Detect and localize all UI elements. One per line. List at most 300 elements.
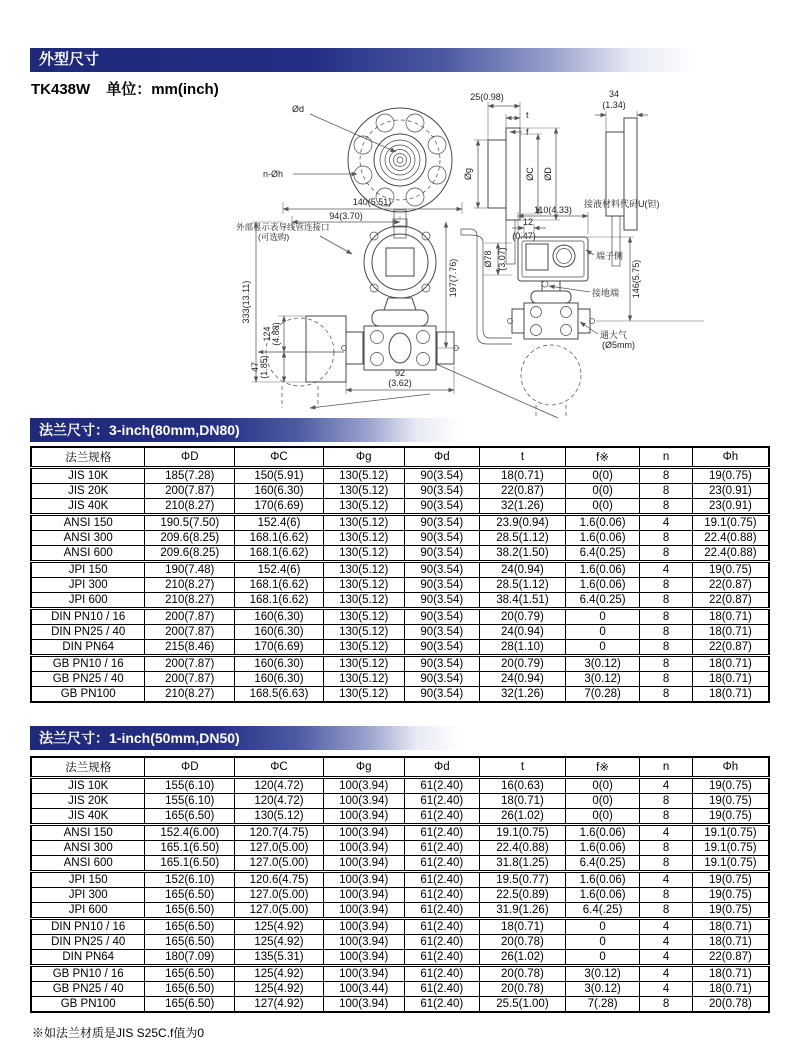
- table-cell: 0(0): [565, 794, 640, 809]
- column-header: n: [640, 757, 692, 778]
- table-cell: 100(3.94): [323, 950, 404, 966]
- table-cell: JPI 300: [31, 578, 145, 593]
- table-cell: 22.4(0.88): [480, 841, 566, 856]
- table-cell: 16(0.63): [480, 778, 566, 794]
- table-cell: 8: [640, 656, 692, 672]
- table-cell: 209.6(8.25): [145, 546, 235, 562]
- table-cell: 90(3.54): [404, 562, 480, 578]
- table-cell: 23.9(0.94): [480, 515, 566, 531]
- table-cell: 38.4(1.51): [480, 593, 566, 609]
- table-cell: 165(6.50): [145, 919, 235, 935]
- table-cell: 8: [640, 609, 692, 625]
- column-header: t: [480, 757, 566, 778]
- dim-label-140: 140(5.51): [352, 197, 392, 207]
- table-row: [31, 609, 769, 625]
- table-cell: 8: [640, 903, 692, 919]
- dim-label-197: 197(7.76): [448, 258, 458, 298]
- table-cell: JIS 20K: [31, 794, 145, 809]
- transmitter-side-view: [461, 205, 704, 418]
- flange-table-1inch: [30, 756, 770, 1013]
- dim-label-124-inch: (4.88): [271, 322, 281, 346]
- table-cell: 8: [640, 468, 692, 484]
- table-cell: 168.1(6.62): [235, 593, 324, 609]
- table-cell: 0: [565, 609, 640, 625]
- table-cell: 90(3.54): [404, 625, 480, 640]
- table-cell: 0(0): [565, 778, 640, 794]
- table-cell: 210(8.27): [145, 578, 235, 593]
- table-cell: JPI 600: [31, 903, 145, 919]
- dim-label-phi-d: Ød: [292, 104, 305, 114]
- table-cell: 19(0.75): [692, 794, 769, 809]
- table-cell: ANSI 600: [31, 856, 145, 872]
- column-header: ΦC: [235, 757, 324, 778]
- table-row: [31, 966, 769, 982]
- table-row: [31, 578, 769, 593]
- table-row: [31, 687, 769, 703]
- table-cell: 90(3.54): [404, 656, 480, 672]
- dim-label-f: f: [526, 127, 529, 137]
- column-header: Φd: [404, 757, 480, 778]
- table-cell: 18(0.71): [692, 966, 769, 982]
- conduit-port-label: 外部显示表导线管连接口: [236, 222, 330, 232]
- table-cell: 19(0.75): [692, 888, 769, 903]
- table-cell: 120(4.72): [235, 794, 324, 809]
- table-cell: 8: [640, 997, 692, 1013]
- table-cell: 61(2.40): [404, 919, 480, 935]
- table-cell: 120.6(4.75): [235, 872, 324, 888]
- table-cell: 100(3.94): [323, 856, 404, 872]
- table-cell: 19.5(0.77): [480, 872, 566, 888]
- column-header: 法兰规格: [31, 447, 145, 468]
- table-cell: 100(3.94): [323, 903, 404, 919]
- table-cell: 28.5(1.12): [480, 578, 566, 593]
- table-cell: 8: [640, 888, 692, 903]
- units-label: 单位：mm(inch): [106, 81, 219, 98]
- table-cell: 165(6.50): [145, 935, 235, 950]
- column-header: ΦD: [145, 757, 235, 778]
- table-cell: 25.5(1.00): [480, 997, 566, 1013]
- table-cell: DIN PN25 / 40: [31, 625, 145, 640]
- table-cell: 160(6.30): [235, 625, 324, 640]
- table-cell: 4: [640, 919, 692, 935]
- table-cell: 152(6.10): [145, 872, 235, 888]
- table-cell: 8: [640, 640, 692, 656]
- table-cell: 22(0.87): [692, 640, 769, 656]
- table-cell: 0: [565, 950, 640, 966]
- table-cell: 160(6.30): [235, 656, 324, 672]
- table-cell: 6.4(0.25): [565, 856, 640, 872]
- table-row: [31, 468, 769, 484]
- table-cell: 61(2.40): [404, 997, 480, 1013]
- dim-label-phi-c: ØC: [525, 167, 535, 181]
- table-cell: 0: [565, 935, 640, 950]
- table-banner-title: 法兰尺寸：3-inch(80mm,DN80): [39, 422, 240, 438]
- table-banner-3inch: [30, 418, 460, 442]
- table-cell: JIS 10K: [31, 468, 145, 484]
- table-row: [31, 997, 769, 1013]
- table-cell: 100(3.94): [323, 935, 404, 950]
- table-cell: 90(3.54): [404, 687, 480, 703]
- table-cell: 152.4(6): [235, 515, 324, 531]
- table-cell: 19.1(0.75): [692, 515, 769, 531]
- table-cell: 4: [640, 778, 692, 794]
- table-cell: 200(7.87): [145, 672, 235, 687]
- table-cell: 22(0.87): [480, 484, 566, 499]
- table-cell: 31.9(1.26): [480, 903, 566, 919]
- table-cell: 0(0): [565, 468, 640, 484]
- table-cell: 23(0.91): [692, 484, 769, 499]
- transmitter-front-view: [236, 197, 558, 418]
- dimension-drawing: [0, 88, 800, 420]
- dim-label-phi-d-cap: ØD: [543, 167, 553, 181]
- table-cell: 6.4(0.25): [565, 546, 640, 562]
- table-cell: 8: [640, 672, 692, 687]
- table-cell: 8: [640, 546, 692, 562]
- table-cell: 155(6.10): [145, 794, 235, 809]
- table-cell: 190.5(7.50): [145, 515, 235, 531]
- dim-label-12-inch: (0.47): [512, 231, 536, 241]
- table-cell: 28.5(1.12): [480, 531, 566, 546]
- table-cell: 61(2.40): [404, 809, 480, 825]
- table-cell: ANSI 300: [31, 841, 145, 856]
- table-cell: 185(7.28): [145, 468, 235, 484]
- table-cell: 4: [640, 515, 692, 531]
- table-cell: 1.6(0.06): [565, 531, 640, 546]
- footnote: ※如法兰材质是JIS S25C.f值为0: [32, 1026, 205, 1040]
- table-cell: 200(7.87): [145, 609, 235, 625]
- table-cell: 90(3.54): [404, 578, 480, 593]
- table-row: [31, 888, 769, 903]
- table-cell: 26(1.02): [480, 809, 566, 825]
- dim-label-78: Ø78: [483, 250, 493, 268]
- column-header: t: [480, 447, 566, 468]
- table-cell: 165(6.50): [145, 903, 235, 919]
- table-cell: 210(8.27): [145, 687, 235, 703]
- table-cell: 90(3.54): [404, 531, 480, 546]
- table-cell: 61(2.40): [404, 825, 480, 841]
- table-cell: 210(8.27): [145, 593, 235, 609]
- table-cell: 130(5.12): [235, 809, 324, 825]
- table-row: [31, 562, 769, 578]
- table-cell: 130(5.12): [323, 593, 404, 609]
- table-cell: 130(5.12): [323, 515, 404, 531]
- table-cell: 160(6.30): [235, 484, 324, 499]
- table-cell: 28(1.10): [480, 640, 566, 656]
- dim-label-110: 110(4.33): [534, 205, 572, 215]
- column-header: Φh: [692, 757, 769, 778]
- table-cell: 19(0.75): [692, 872, 769, 888]
- table-cell: 90(3.54): [404, 593, 480, 609]
- table-cell: 24(0.94): [480, 625, 566, 640]
- table-cell: 125(4.92): [235, 935, 324, 950]
- table-cell: 22.4(0.88): [692, 546, 769, 562]
- table-cell: 19.1(0.75): [692, 825, 769, 841]
- table-cell: 18(0.71): [692, 609, 769, 625]
- table-cell: JPI 600: [31, 593, 145, 609]
- table-cell: 18(0.71): [480, 468, 566, 484]
- table-cell: 100(3.94): [323, 809, 404, 825]
- table-cell: 19(0.75): [692, 778, 769, 794]
- column-header: ΦC: [235, 447, 324, 468]
- table-cell: 170(6.69): [235, 499, 324, 515]
- table-row: [31, 872, 769, 888]
- table-cell: 61(2.40): [404, 950, 480, 966]
- table-cell: 90(3.54): [404, 468, 480, 484]
- table-cell: 4: [640, 982, 692, 997]
- table-cell: 1.6(0.06): [565, 872, 640, 888]
- table-cell: 19(0.75): [692, 562, 769, 578]
- table-cell: 125(4.92): [235, 966, 324, 982]
- table-cell: 61(2.40): [404, 935, 480, 950]
- table-row: [31, 982, 769, 997]
- table-cell: DIN PN64: [31, 950, 145, 966]
- table-cell: 130(5.12): [323, 578, 404, 593]
- table-cell: 61(2.40): [404, 982, 480, 997]
- table-cell: 100(3.94): [323, 841, 404, 856]
- table-cell: 23(0.91): [692, 499, 769, 515]
- column-header: ΦD: [145, 447, 235, 468]
- table-row: [31, 778, 769, 794]
- table-cell: 130(5.12): [323, 672, 404, 687]
- table-cell: 209.6(8.25): [145, 531, 235, 546]
- table-cell: JPI 150: [31, 562, 145, 578]
- model-number: TK438W: [31, 81, 91, 98]
- table-row: [31, 856, 769, 872]
- table-cell: 127(4.92): [235, 997, 324, 1013]
- table-cell: 1.6(0.06): [565, 515, 640, 531]
- dim-label-146: 146(5.75): [631, 259, 641, 299]
- column-header: n: [640, 447, 692, 468]
- table-cell: 3(0.12): [565, 966, 640, 982]
- table-cell: 100(3.94): [323, 825, 404, 841]
- column-header: f※: [565, 757, 640, 778]
- table-cell: 100(3.94): [323, 872, 404, 888]
- table-cell: 18(0.71): [480, 919, 566, 935]
- table-cell: 18(0.71): [480, 794, 566, 809]
- table-cell: 8: [640, 593, 692, 609]
- table-cell: 4: [640, 950, 692, 966]
- dim-label-47-inch: (1.85): [259, 355, 269, 379]
- table-cell: 200(7.87): [145, 484, 235, 499]
- table-cell: 38.2(1.50): [480, 546, 566, 562]
- conduit-port-label-2: (可选购): [258, 232, 290, 242]
- table-cell: 19(0.75): [692, 903, 769, 919]
- table-cell: 19.1(0.75): [692, 841, 769, 856]
- table-row: [31, 841, 769, 856]
- table-cell: 100(3.44): [323, 982, 404, 997]
- table-cell: 190(7.48): [145, 562, 235, 578]
- table-cell: 130(5.12): [323, 499, 404, 515]
- table-cell: 127.0(5.00): [235, 856, 324, 872]
- table-cell: 0: [565, 640, 640, 656]
- table-cell: 3(0.12): [565, 672, 640, 687]
- table-cell: 120(4.72): [235, 778, 324, 794]
- vent-label: 通大气: [600, 330, 628, 340]
- column-header: Φd: [404, 447, 480, 468]
- section-banner: [30, 48, 698, 72]
- table-cell: 1.6(0.06): [565, 578, 640, 593]
- table-cell: 90(3.54): [404, 672, 480, 687]
- table-cell: 6.4(.25): [565, 903, 640, 919]
- table-cell: 152.4(6): [235, 562, 324, 578]
- table-cell: 20(0.78): [480, 966, 566, 982]
- dim-label-124: 124: [262, 326, 272, 342]
- table-cell: 160(6.30): [235, 609, 324, 625]
- table-cell: 168.5(6.63): [235, 687, 324, 703]
- dim-label-34-inch: (1.34): [602, 100, 626, 110]
- table-cell: 61(2.40): [404, 841, 480, 856]
- table-row: [31, 625, 769, 640]
- dim-label-25: 25(0.98): [470, 92, 504, 102]
- table-cell: 61(2.40): [404, 856, 480, 872]
- table-cell: 8: [640, 625, 692, 640]
- table-cell: 130(5.12): [323, 625, 404, 640]
- table-cell: 90(3.54): [404, 609, 480, 625]
- column-header: 法兰规格: [31, 757, 145, 778]
- dim-label-92-inch: (3.62): [388, 378, 412, 388]
- table-banner-1inch: [30, 726, 460, 750]
- table-cell: 20(0.78): [480, 935, 566, 950]
- table-cell: 19.1(0.75): [480, 825, 566, 841]
- table-cell: 22.5(0.89): [480, 888, 566, 903]
- table-cell: 160(6.30): [235, 672, 324, 687]
- table-row: [31, 903, 769, 919]
- table-cell: JIS 10K: [31, 778, 145, 794]
- table-cell: 215(8.46): [145, 640, 235, 656]
- table-row: [31, 672, 769, 687]
- table-row: [31, 809, 769, 825]
- table-cell: ANSI 300: [31, 531, 145, 546]
- table-cell: 8: [640, 841, 692, 856]
- table-cell: 200(7.87): [145, 656, 235, 672]
- table-cell: 61(2.40): [404, 794, 480, 809]
- table-cell: 100(3.94): [323, 888, 404, 903]
- table-cell: GB PN25 / 40: [31, 982, 145, 997]
- table-cell: 125(4.92): [235, 982, 324, 997]
- table-cell: 130(5.12): [323, 640, 404, 656]
- dim-label-12: 12: [522, 217, 534, 227]
- table-cell: 165(6.50): [145, 888, 235, 903]
- table-cell: 1.6(0.06): [565, 562, 640, 578]
- table-cell: 61(2.40): [404, 872, 480, 888]
- table-cell: DIN PN10 / 16: [31, 919, 145, 935]
- table-cell: ANSI 150: [31, 515, 145, 531]
- table-row: [31, 825, 769, 841]
- table-row: [31, 593, 769, 609]
- table-cell: 61(2.40): [404, 966, 480, 982]
- table-cell: JPI 150: [31, 872, 145, 888]
- table-cell: GB PN100: [31, 687, 145, 703]
- table-cell: 165(6.50): [145, 997, 235, 1013]
- table-cell: 22(0.87): [692, 950, 769, 966]
- table-cell: 155(6.10): [145, 778, 235, 794]
- table-cell: 1.6(0.06): [565, 888, 640, 903]
- table-cell: 100(3.94): [323, 997, 404, 1013]
- table-cell: ANSI 600: [31, 546, 145, 562]
- table-cell: 127.0(5.00): [235, 888, 324, 903]
- table-cell: 8: [640, 578, 692, 593]
- table-cell: 168.1(6.62): [235, 546, 324, 562]
- table-cell: 18(0.71): [692, 935, 769, 950]
- table-row: [31, 484, 769, 499]
- terminal-side-label: 端子侧: [596, 251, 624, 261]
- table-cell: 20(0.79): [480, 609, 566, 625]
- table-cell: 165(6.50): [145, 966, 235, 982]
- table-cell: 168.1(6.62): [235, 578, 324, 593]
- table-cell: 125(4.92): [235, 919, 324, 935]
- table-cell: 8: [640, 794, 692, 809]
- column-header: Φg: [323, 757, 404, 778]
- table-cell: 8: [640, 484, 692, 499]
- table-cell: 32(1.26): [480, 687, 566, 703]
- table-cell: 150(5.91): [235, 468, 324, 484]
- dim-label-47: 47: [250, 361, 260, 373]
- table-cell: 90(3.54): [404, 546, 480, 562]
- table-cell: 0(0): [565, 484, 640, 499]
- table-banner-title: 法兰尺寸：1-inch(50mm,DN50): [39, 730, 240, 746]
- table-cell: 18(0.71): [692, 687, 769, 703]
- table-cell: 165(6.50): [145, 982, 235, 997]
- table-cell: GB PN100: [31, 997, 145, 1013]
- table-cell: 0(0): [565, 499, 640, 515]
- table-cell: 210(8.27): [145, 499, 235, 515]
- table-row: [31, 499, 769, 515]
- table-cell: JIS 20K: [31, 484, 145, 499]
- table-cell: 180(7.09): [145, 950, 235, 966]
- table-cell: 130(5.12): [323, 609, 404, 625]
- table-cell: 4: [640, 966, 692, 982]
- flange-table-3inch: [30, 446, 770, 703]
- table-cell: 127.0(5.00): [235, 903, 324, 919]
- table-cell: 170(6.69): [235, 640, 324, 656]
- table-cell: 130(5.12): [323, 546, 404, 562]
- table-cell: 7(0.28): [565, 687, 640, 703]
- table-cell: 18(0.71): [692, 672, 769, 687]
- table-cell: 0: [565, 919, 640, 935]
- table-cell: 127.0(5.00): [235, 841, 324, 856]
- table-row: [31, 950, 769, 966]
- table-cell: 22(0.87): [692, 593, 769, 609]
- table-cell: 165.1(6.50): [145, 856, 235, 872]
- table-cell: DIN PN25 / 40: [31, 935, 145, 950]
- table-cell: 4: [640, 825, 692, 841]
- table-cell: 130(5.12): [323, 656, 404, 672]
- table-cell: 90(3.54): [404, 515, 480, 531]
- table-cell: 31.8(1.25): [480, 856, 566, 872]
- dim-label-34: 34: [608, 89, 620, 99]
- table-cell: 100(3.94): [323, 966, 404, 982]
- table-cell: 165(6.50): [145, 809, 235, 825]
- table-cell: 7(.28): [565, 997, 640, 1013]
- table-cell: JPI 300: [31, 888, 145, 903]
- table-cell: 22(0.87): [692, 578, 769, 593]
- table-cell: 32(1.26): [480, 499, 566, 515]
- table-cell: 100(3.94): [323, 794, 404, 809]
- table-row: [31, 531, 769, 546]
- table-cell: 130(5.12): [323, 484, 404, 499]
- table-cell: 18(0.71): [692, 656, 769, 672]
- table-cell: 4: [640, 562, 692, 578]
- table-row: [31, 656, 769, 672]
- table-row: [31, 794, 769, 809]
- table-cell: 1.6(0.06): [565, 841, 640, 856]
- table-cell: 8: [640, 809, 692, 825]
- table-row: [31, 640, 769, 656]
- table-cell: 100(3.94): [323, 778, 404, 794]
- dim-label-333: 333(13.11): [241, 280, 251, 324]
- table-cell: 18(0.71): [692, 625, 769, 640]
- column-header: Φg: [323, 447, 404, 468]
